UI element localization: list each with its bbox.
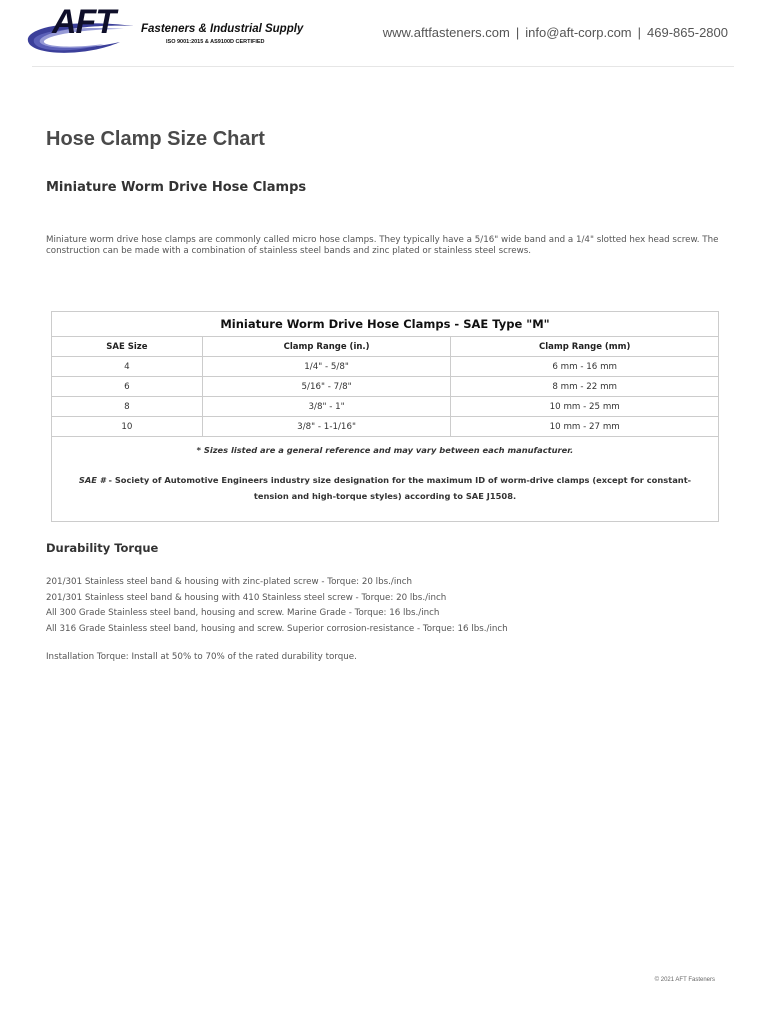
sae-size-cell: 8	[52, 397, 203, 417]
list-item: 201/301 Stainless steel band & housing with 410 Stainless steel screw - Torque: 20 lbs./inch	[46, 592, 447, 603]
durability-torque-title: Durability Torque	[46, 541, 159, 555]
website-link[interactable]: www.aftfasteners.com	[382, 25, 510, 40]
column-header-clamp-range-in: Clamp Range (in.)	[202, 337, 451, 357]
column-header-clamp-range-mm: Clamp Range (mm)	[451, 337, 719, 357]
list-item: All 316 Grade Stainless steel band, housing and screw. Superior corrosion-resistance - Torque: 16 lbs./inch	[46, 623, 508, 634]
clamp-range-mm-cell: 8 mm - 22 mm	[451, 377, 719, 397]
sizes-disclaimer: * Sizes listed are a general reference and may vary between each manufacturer.	[196, 445, 574, 455]
table-notes	[52, 437, 719, 522]
contact-info	[383, 25, 728, 40]
aft-logo-text: AFT	[52, 3, 116, 41]
table-row	[52, 357, 719, 377]
table-row	[52, 397, 719, 417]
clamp-range-in-cell: 3/8" - 1-1/16"	[202, 417, 451, 437]
sae-definition-text: - Society of Automotive Engineers industry size designation for the maximum ID of worm-drive clamps (except for constant-tension and high-torque styles) according to SAE J1508.	[105, 475, 692, 501]
header-divider	[32, 66, 734, 67]
clamp-range-mm-cell: 10 mm - 25 mm	[451, 397, 719, 417]
separator: |	[637, 25, 642, 40]
clamp-range-in-cell: 3/8" - 1"	[202, 397, 451, 417]
list-item: All 300 Grade Stainless steel band, housing and screw. Marine Grade - Torque: 16 lbs./inch	[46, 608, 440, 618]
sae-definition	[62, 472, 708, 504]
size-chart-table	[51, 311, 719, 522]
page-header	[0, 0, 768, 68]
email-link[interactable]: info@aft-corp.com	[525, 25, 632, 40]
clamp-range-in-cell: 5/16" - 7/8"	[202, 377, 451, 397]
copyright-footer: © 2021 AFT Fasteners	[654, 977, 715, 983]
durability-torque-list	[46, 575, 508, 637]
column-header-sae-size: SAE Size	[52, 337, 203, 357]
intro-paragraph: Miniature worm drive hose clamps are commonly called micro hose clamps. They typically have a 5/16" wide band and a 1/4" slotted hex head screw. The construction can be made with a combination of stainless steel bands and zinc plated or stainless steel screws.	[46, 235, 719, 256]
sae-size-cell: 10	[52, 417, 203, 437]
section-title: Miniature Worm Drive Hose Clamps	[46, 180, 307, 195]
certification-text: ISO 9001:2015 & AS9100D CERTIFIED	[166, 39, 265, 45]
sae-size-cell: 6	[52, 377, 203, 397]
installation-torque-text: Installation Torque: Install at 50% to 70% of the rated durability torque.	[46, 652, 357, 662]
list-item: 201/301 Stainless steel band & housing with zinc-plated screw - Torque: 20 lbs./inch	[46, 577, 413, 587]
table-row	[52, 377, 719, 397]
separator: |	[515, 25, 520, 40]
clamp-range-mm-cell: 6 mm - 16 mm	[451, 357, 719, 377]
phone-number: 469-865-2800	[647, 25, 728, 40]
page-title: Hose Clamp Size Chart	[46, 128, 265, 150]
clamp-range-in-cell: 1/4" - 5/8"	[202, 357, 451, 377]
sae-size-cell: 4	[52, 357, 203, 377]
table-caption: Miniature Worm Drive Hose Clamps - SAE Type "M"	[52, 312, 719, 337]
sae-term: SAE #	[78, 475, 106, 485]
table-row	[52, 417, 719, 437]
logo-tagline: Fasteners & Industrial Supply	[141, 23, 304, 35]
clamp-range-mm-cell: 10 mm - 27 mm	[451, 417, 719, 437]
table-header-row	[52, 337, 719, 357]
